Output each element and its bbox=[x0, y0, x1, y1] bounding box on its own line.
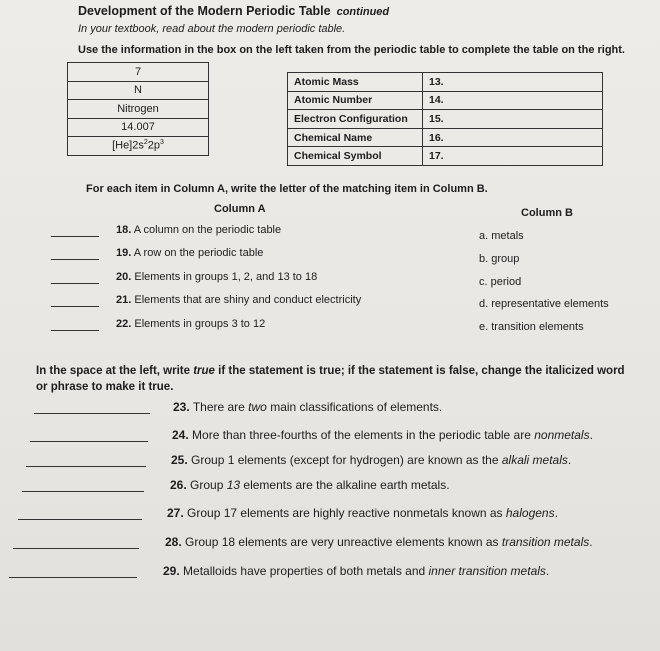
element-electron-configuration: $[He]2s^22p^3$ bbox=[68, 137, 209, 156]
answer-blank[interactable] bbox=[30, 441, 148, 442]
element-info-box bbox=[67, 62, 209, 156]
answer-blank[interactable] bbox=[34, 413, 150, 414]
column-b-heading: Column B bbox=[521, 207, 573, 219]
title-suffix: continued bbox=[336, 6, 390, 18]
row-label: Chemical Symbol bbox=[288, 147, 423, 166]
statement-item: 28. Group 18 elements are very unreactive elements known as transition metals. bbox=[165, 535, 593, 549]
page-title: Development of the Modern Periodic Table continued bbox=[78, 4, 390, 18]
answer-cell[interactable]: 16. bbox=[423, 128, 603, 147]
row-label: Electron Configuration bbox=[288, 110, 423, 129]
row-label: Chemical Name bbox=[288, 128, 423, 147]
table-row bbox=[288, 91, 603, 110]
column-a-item: 22. Elements in groups 3 to 12 bbox=[116, 318, 266, 330]
column-b-item: c. period bbox=[479, 276, 522, 288]
table-instruction: Use the information in the box on the left taken from the periodic table to complete the table on the right. bbox=[78, 44, 625, 56]
true-false-instruction: In the space at the left, write true if the statement is true; if the statement is false, change the italicized word or phrase to make it true. bbox=[36, 365, 625, 393]
statement-item: 29. Metalloids have properties of both metals and inner transition metals. bbox=[163, 564, 550, 578]
answer-blank[interactable] bbox=[13, 548, 139, 549]
answer-blank[interactable] bbox=[51, 283, 99, 284]
statement-item: 24. More than three-fourths of the elements in the periodic table are nonmetals. bbox=[172, 428, 593, 442]
answer-cell[interactable]: 14. bbox=[423, 91, 603, 110]
column-b-item: e. transition elements bbox=[479, 321, 584, 333]
element-atomic-mass: 14.007 bbox=[68, 118, 209, 137]
statement-item: 23. There are two main classifications of elements. bbox=[173, 400, 443, 414]
answer-blank[interactable] bbox=[51, 236, 99, 237]
answer-blank[interactable] bbox=[51, 259, 99, 260]
matching-instruction: For each item in Column A, write the letter of the matching item in Column B. bbox=[86, 183, 488, 195]
answer-cell[interactable]: 15. bbox=[423, 110, 603, 129]
column-b-item: b. group bbox=[479, 253, 520, 265]
column-a-item: 21. Elements that are shiny and conduct electricity bbox=[116, 294, 362, 306]
answer-cell[interactable]: 17. bbox=[423, 147, 603, 166]
element-name: Nitrogen bbox=[68, 100, 209, 119]
element-properties-table bbox=[287, 72, 603, 166]
answer-blank[interactable] bbox=[51, 330, 99, 331]
column-a-heading: Column A bbox=[214, 203, 266, 215]
table-row bbox=[288, 110, 603, 129]
column-b-item: d. representative elements bbox=[479, 298, 609, 310]
table-row bbox=[288, 73, 603, 92]
answer-blank[interactable] bbox=[9, 577, 137, 578]
table-row bbox=[288, 147, 603, 166]
column-b-item: a. metals bbox=[479, 230, 524, 242]
statement-item: 26. Group 13 elements are the alkaline earth metals. bbox=[170, 478, 450, 492]
statement-item: 25. Group 1 elements (except for hydrogen) are known as the alkali metals. bbox=[171, 453, 572, 467]
answer-blank[interactable] bbox=[18, 519, 142, 520]
element-symbol: N bbox=[68, 81, 209, 100]
column-a-item: 20. Elements in groups 1, 2, and 13 to 18 bbox=[116, 271, 318, 283]
answer-cell[interactable]: 13. bbox=[423, 73, 603, 92]
table-row bbox=[288, 128, 603, 147]
row-label: Atomic Number bbox=[288, 91, 423, 110]
reading-instruction: In your textbook, read about the modern periodic table. bbox=[78, 23, 346, 35]
answer-blank[interactable] bbox=[22, 491, 144, 492]
answer-blank[interactable] bbox=[26, 466, 146, 467]
statement-item: 27. Group 17 elements are highly reactive nonmetals known as halogens. bbox=[167, 506, 558, 520]
element-atomic-number: 7 bbox=[68, 63, 209, 82]
answer-blank[interactable] bbox=[51, 306, 99, 307]
column-a-item: 19. A row on the periodic table bbox=[116, 247, 264, 259]
row-label: Atomic Mass bbox=[288, 73, 423, 92]
column-a-item: 18. A column on the periodic table bbox=[116, 224, 282, 236]
